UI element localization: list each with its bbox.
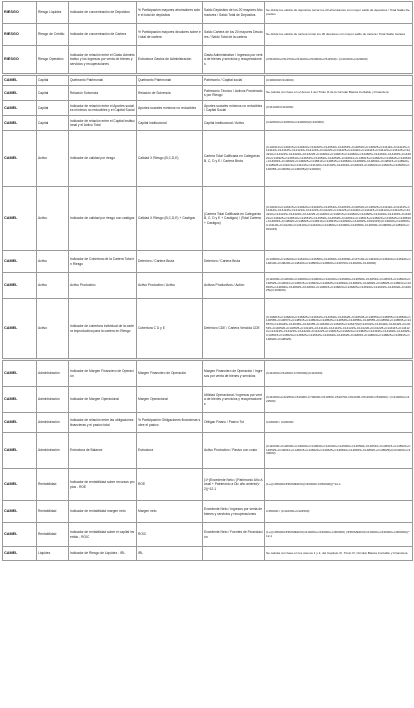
category-cell: Capital — [37, 116, 69, 131]
indicator-cell: Indicador de calidad por riesgo con castigos — [69, 187, 137, 251]
model-cell: CAMEL — [3, 361, 37, 387]
category-cell: Capital — [37, 76, 69, 86]
formula-cell: Utilidad Operacional / Ingresos por venta de bienes y servicios y recuperaciones — [203, 387, 265, 413]
calculation-cell: Se divide los saldos de cartera tomar los 20 deudores con mayor saldo de cartera / Total Saldo Cartera — [265, 24, 413, 46]
name-cell: Margen Operacional — [137, 387, 203, 413]
name-cell: % Participación mayores ahorradores sobre el total de depósitos — [137, 2, 203, 24]
model-cell: CAMEL — [3, 469, 37, 501]
indicator-cell: Indicador de Margen Financiero de Operación — [69, 361, 137, 387]
model-cell: RIESGO — [3, 2, 37, 24]
table-row — [3, 433, 413, 469]
formula-cell: Margen Financiero de Operación / Ingresos por venta de bienes y servicios — [203, 361, 265, 387]
category-cell: Activo — [37, 273, 69, 299]
name-cell: Margen Financiero de Operación — [137, 361, 203, 387]
formula-cell: Excedente Neto / Fuentes de Financiación — [203, 523, 265, 547]
model-cell: CAMEL — [3, 76, 37, 86]
name-cell: Calidad X Riesgo (B,C,D,E) + Castigos — [137, 187, 203, 251]
category-cell: Activo — [37, 299, 69, 359]
category-cell: Activo — [37, 251, 69, 273]
category-cell: Riesgo de Crédito — [37, 24, 69, 46]
name-cell: Aportes sociales mínimos no reducibles — [137, 101, 203, 116]
calculation-cell: (C140410+C140415+C140420+C140425+C140510+C140515+C140520+C140525+C141110+C141115+C141120+C141125+C141210+C141215+C141220+C141225+C144110+C144115+C144120+C144125+C144210+C144215+C144220+C144225+C144810+C144815+C144820+C144825+C144910+C144915+C144920+C144925+C146510+C146515+C146520+C146525+C146610+C146615+C146620+C146625+C146810+C146815+C146820+C146825+C148810+C148815+C148820+C148825+C148910+C148915+C148920+C148925+C141010+C141015+C141020+C141025+C146010+C146015+C146020+C146025+C146050+C146055+C146060+C146065)/(C140000) — [265, 131, 413, 187]
indicator-cell: Indicador de cobertura individual de la cartera improductiva para la cartera en Riesgo — [69, 299, 137, 359]
model-cell: CAMEL — [3, 273, 37, 299]
formula-cell: Excedente Neto / Ingresos por venta de bienes y servicios y recuperaciones — [203, 501, 265, 523]
table-row — [3, 523, 413, 547]
indicator-cell: Relación Solvencia — [69, 86, 137, 101]
indicator-cell: Indicador de rentabilidad sobre el capital invertido - ROIC — [69, 523, 137, 547]
calculation-cell: Se divide los saldos de depósitos tomar los 20 ahorradores con mayor saldo de depósitos / Total Saldo Depósitos — [265, 2, 413, 24]
model-cell: CAMEL — [3, 387, 37, 413]
category-cell: Administración — [37, 361, 69, 387]
category-cell: Rentabilidad — [37, 469, 69, 501]
indicator-cell: Indicador de relación entre el Aportes sociales mínimos no reducibles y el Capital Social — [69, 101, 137, 116]
name-cell: Estructura — [137, 433, 203, 469]
table-row — [3, 387, 413, 413]
category-cell: Liquidez — [37, 547, 69, 561]
model-cell: RIESGO — [3, 46, 37, 74]
table-row — [3, 251, 413, 273]
calculation-cell: (1+((C350000/PROMEDIO((C300000-C350000)))^12-1 — [265, 469, 413, 501]
model-cell: CAMEL — [3, 547, 37, 561]
category-cell: Administración — [37, 413, 69, 433]
calculation-cell: Se calcula con base en los anexos 1 y 2, del Capítulo XI, Título IV, Circular Básica Contable y Financiera — [265, 547, 413, 561]
calculation-cell: (C320000+C330000+C340000)/(C100000) — [265, 116, 413, 131]
calculation-cell: (1+((C350000/PROMEDIO(C210000+C230000+C300000) )/PROMEDIO(C210000+C230000+C300000))^12-1 — [265, 523, 413, 547]
calculation-cell: (C510000+C510700+C511000+C540000+C511500) / (C410000+C420000) — [265, 46, 413, 74]
category-cell: Activo — [37, 131, 69, 187]
table-row — [3, 361, 413, 387]
model-cell: CAMEL — [3, 413, 37, 433]
formula-cell: Capital Institucional / Activo — [203, 116, 265, 131]
category-cell: Rentabilidad — [37, 501, 69, 523]
indicator-cell: Indicador de Margen Operacional — [69, 387, 137, 413]
table-row — [3, 46, 413, 74]
category-cell: Rentabilidad — [37, 523, 69, 547]
table-row — [3, 469, 413, 501]
table-row — [3, 299, 413, 359]
name-cell: Deterioro / Cartera Bruta — [137, 251, 203, 273]
calculation-cell: (C146815+C146820+C146825+C146615+C146620+C146625+C146545+C146550+C146555+C146560+C146565+C146570+C148515+C148520+C148525+C148545+C148550+C148555+C148560+C148565+C148570+C146445+C146450+C146455+C146460+C146465+C146470)/(C140415+C140420+C140425+C140515+C140520+C140525+C141115+C141120+C141125+C141215+C141220+C141225+C144115+C144120+C144125+C144215+C144220+C144225+C144815+C144820+C144825+C144915+C144920+C144925+C146515+C146520+C146525+C146615+C146620+C146625+C148815+C148820+C148825+C148915+C148920+C148925) — [265, 299, 413, 359]
model-cell: CAMEL — [3, 86, 37, 101]
category-cell: Administración — [37, 433, 69, 469]
name-cell: % Participación mayores deudores sobre el total de cartera — [137, 24, 203, 46]
category-cell: Administración — [37, 387, 69, 413]
formula-cell: (Cartera Total Calificada en Categorías B, C, D y E + Castigos) / (Total Cartera + Castigos) — [203, 187, 265, 251]
indicator-cell: Indicador de calidad por riesgo — [69, 131, 137, 187]
calculation-cell: (C410000+C422500-C510000-C700000-C510500-C510700-C511000-C511500-C540000) / (C410000+C422500) — [265, 387, 413, 413]
indicator-cell: Estructura de Balance — [69, 433, 137, 469]
table-row — [3, 131, 413, 187]
name-cell: Capital Institucional — [137, 116, 203, 131]
table-row — [3, 501, 413, 523]
indicators-table — [2, 1, 413, 561]
name-cell: ROE — [137, 469, 203, 501]
table-row — [3, 2, 413, 24]
model-cell: CAMEL — [3, 101, 37, 116]
formula-cell — [203, 547, 265, 561]
indicator-cell: Quebranto Patrimonial — [69, 76, 137, 86]
category-cell: Riesgo Liquidez — [37, 2, 69, 24]
formula-cell: Saldo Cartera de los 20 mayores Deudores / Saldo Total de la cartera — [203, 24, 265, 46]
model-cell: RIESGO — [3, 24, 37, 46]
formula-cell: Deterioro / Cartera Bruta — [203, 251, 265, 273]
table-row — [3, 187, 413, 251]
indicator-cell: Indicador de concentración de Cartera — [69, 24, 137, 46]
name-cell: ROIC — [137, 523, 203, 547]
calculation-cell: (C311000/C310000) — [265, 101, 413, 116]
name-cell: IRL — [137, 547, 203, 561]
table-row — [3, 101, 413, 116]
model-cell: CAMEL — [3, 116, 37, 131]
indicator-cell: Indicador de rentabilidad sobre recursos propios - ROE — [69, 469, 137, 501]
table-row — [3, 24, 413, 46]
indicator-cell: Indicador de rentabilidad margen neto — [69, 501, 137, 523]
calculation-cell: Se calcula con base en el Anexo 1 del Título III de la Circular Básica Contable y Financiera — [265, 86, 413, 101]
indicators-table-body — [3, 2, 413, 561]
category-cell: Capital — [37, 86, 69, 101]
name-cell: Cobertura C D y E — [137, 299, 203, 359]
model-cell: CAMEL — [3, 187, 37, 251]
formula-cell: Activo Productivo / Pasivo con costo — [203, 433, 265, 469]
name-cell: Estructura Gastos de Administración — [137, 46, 203, 74]
calculation-cell: (C146800+C146000+C146100+C146500+C146600+C146800+C147100+C146400+C146200+C146300+C148100+C148200+C148400+C148500+C148600+C148700+C148200+C146800) — [265, 251, 413, 273]
formula-cell: Patrimonio Técnico / Activos Ponderados por Riesgo — [203, 86, 265, 101]
category-cell: Activo — [37, 187, 69, 251]
name-cell: Quebranto Patrimonial — [137, 76, 203, 86]
calculation-cell: (C110000+C120000+C130000+C140000+C141000+C146000+C146500+C146510+C146515+C146520+C146525+C146610+C146615+C146620+C146625+C148810+C148815+C148820+C148825)/(C210000+C230000) — [265, 433, 413, 469]
indicator-cell: Indicador de Cobertura de la Cartera Total en Riesgo — [69, 251, 137, 273]
calculation-cell: (C110000+C120000+C130000+C140000+C141000+C146000+C146500+C146510+C146515+C146520+C146525+C146610+C146615+C146620+C146625+C148810+C148815+C148820+C148825+C148910+C148915+C148920+C148925+C146810+C146815+C146820+C146825+C146910+C146915+C146920+C146925)/(C100000) — [265, 273, 413, 299]
formula-cell: Deterioro CDE / Cartera Vencida CDE — [203, 299, 265, 359]
table-row — [3, 413, 413, 433]
name-cell: Relación de Solvencia — [137, 86, 203, 101]
model-cell: CAMEL — [3, 251, 37, 273]
category-cell: Riesgo Operativo — [37, 46, 69, 74]
table-row — [3, 76, 413, 86]
model-cell: CAMEL — [3, 501, 37, 523]
model-cell: CAMEL — [3, 433, 37, 469]
formula-cell: Gasto Administrativo / Ingresos por venta de bienes y servicios y recuperaciones — [203, 46, 265, 74]
indicator-cell: Indicador de relación entre el Gasto Administrativo y los ingresos por venta de bienes y servicios y recuperaciones — [69, 46, 137, 74]
name-cell: % Participación Obligaciones financieras sobre el pasivo — [137, 413, 203, 433]
name-cell: Margen neto — [137, 501, 203, 523]
indicator-cell: Indicador de Riesgo de Liquidez - IRL — [69, 547, 137, 561]
name-cell: Activo Productivo / Activo — [137, 273, 203, 299]
calculation-cell: C230000 / C200000 — [265, 413, 413, 433]
formula-cell: Aportes sociales mínimos no reducibles / Capital Social — [203, 101, 265, 116]
formula-cell: Activos Productivos / Activo — [203, 273, 265, 299]
name-cell: Calidad X Riesgo (B,C,D,E) — [137, 131, 203, 187]
formula-cell: Patrimonio / Capital social — [203, 76, 265, 86]
model-cell: CAMEL — [3, 131, 37, 187]
table-row — [3, 547, 413, 561]
calculation-cell: (C140410+C140415+C140420+C140425+C140510+C140515+C140520+C140525+C141110+C141115+C141120+C141125+C141210+C141215+C141220+C141225+C144110+C144115+C144120+C144125+C144210+C144215+C144220+C144225+C144810+C144815+C144820+C144825+C144910+C144915+C144920+C144925+C146510+C146515+C146520+C146525+C146610+C146615+C146620+C146625+C148810+C148815+C148820+C148825+C148910+C148915+C148920+C148925+C831015)/(C140000+C140500+C141100+C141200+C144100+C144200+C144800+C144900+C146500+C146600+C148800+C148900+C831015) — [265, 187, 413, 251]
model-cell: CAMEL — [3, 299, 37, 359]
table-row — [3, 273, 413, 299]
calculation-cell: (C300000/C310000) — [265, 76, 413, 86]
model-cell: CAMEL — [3, 523, 37, 547]
indicator-cell: Indicador de relación entre el Capital institucional y el Activo Total — [69, 116, 137, 131]
table-row — [3, 116, 413, 131]
indicator-cell: Activo Productivo — [69, 273, 137, 299]
formula-cell: Cartera Total Calificada en Categorías B, C, D y E / Cartera Bruta — [203, 131, 265, 187]
formula-cell: (1+(Excedente Neto / (Patrimonio Año Actual + Patrimonio a Dic año anterior)/2))^12-1 — [203, 469, 265, 501]
formula-cell: Saldo Depósitos de los 20 mayores Ahorradores / Saldo Total de Depósitos — [203, 2, 265, 24]
table-row — [3, 86, 413, 101]
calculation-cell: C350000 / (C410000+C422500) — [265, 501, 413, 523]
indicator-cell: Indicador de concentración de Depósitos — [69, 2, 137, 24]
formula-cell: Obligac Financ / Pasivo Tot — [203, 413, 265, 433]
indicator-cell: Indicador de relación entre las obligaciones financieras y el pasivo total — [69, 413, 137, 433]
category-cell: Capital — [37, 101, 69, 116]
calculation-cell: (C410000-C510000-C700000)/(C410000) — [265, 361, 413, 387]
